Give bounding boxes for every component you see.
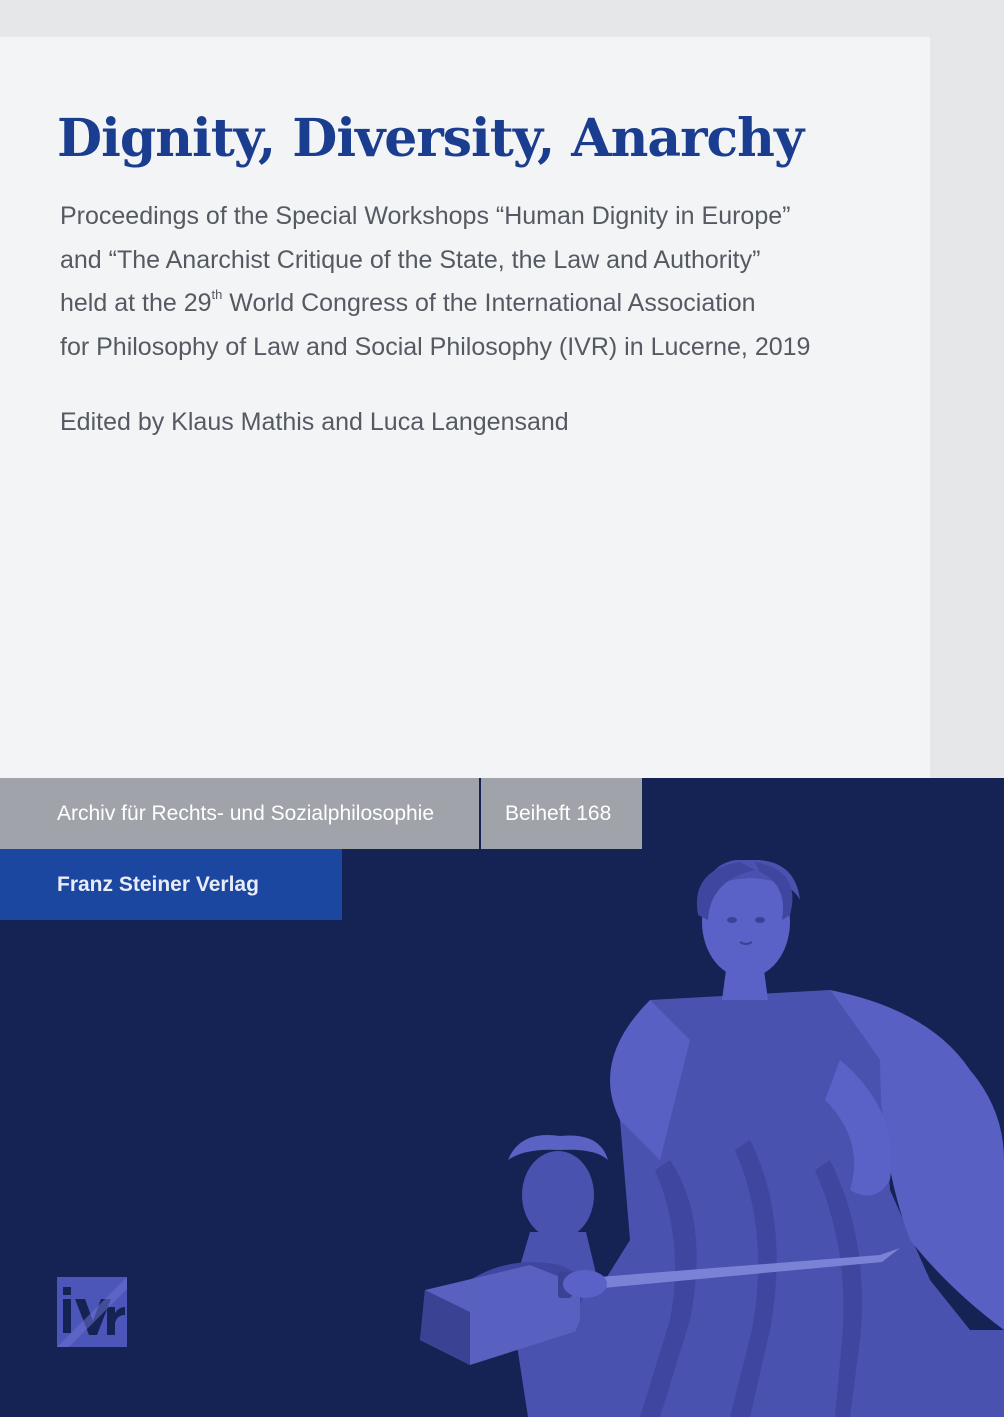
justitia-statue-icon [410, 860, 1004, 1417]
subtitle-line-3-start: held at the 29 [60, 289, 212, 317]
ordinal-suffix: th [211, 287, 223, 302]
subtitle-line-4: for Philosophy of Law and Social Philosophy (IVR) in Lucerne, 2019 [60, 332, 811, 361]
subtitle-line-3 [60, 282, 890, 326]
book-editors: Edited by Klaus Mathis and Luca Langensand [60, 408, 569, 436]
book-title: Dignity, Diversity, Anarchy [57, 108, 804, 169]
volume-label: Beiheft 168 [481, 778, 642, 849]
subtitle-line-3-end: World Congress of the International Association [222, 289, 756, 317]
book-subtitle [60, 195, 890, 369]
ivr-logo-icon [57, 1277, 127, 1347]
publisher-label: Franz Steiner Verlag [0, 849, 342, 920]
subtitle-line-2: and “The Anarchist Critique of the State, the Law and Authority” [60, 245, 761, 274]
series-label: Archiv für Rechts- und Sozialphilosophie [0, 778, 479, 849]
subtitle-line-1: Proceedings of the Special Workshops “Human Dignity in Europe” [60, 202, 791, 230]
